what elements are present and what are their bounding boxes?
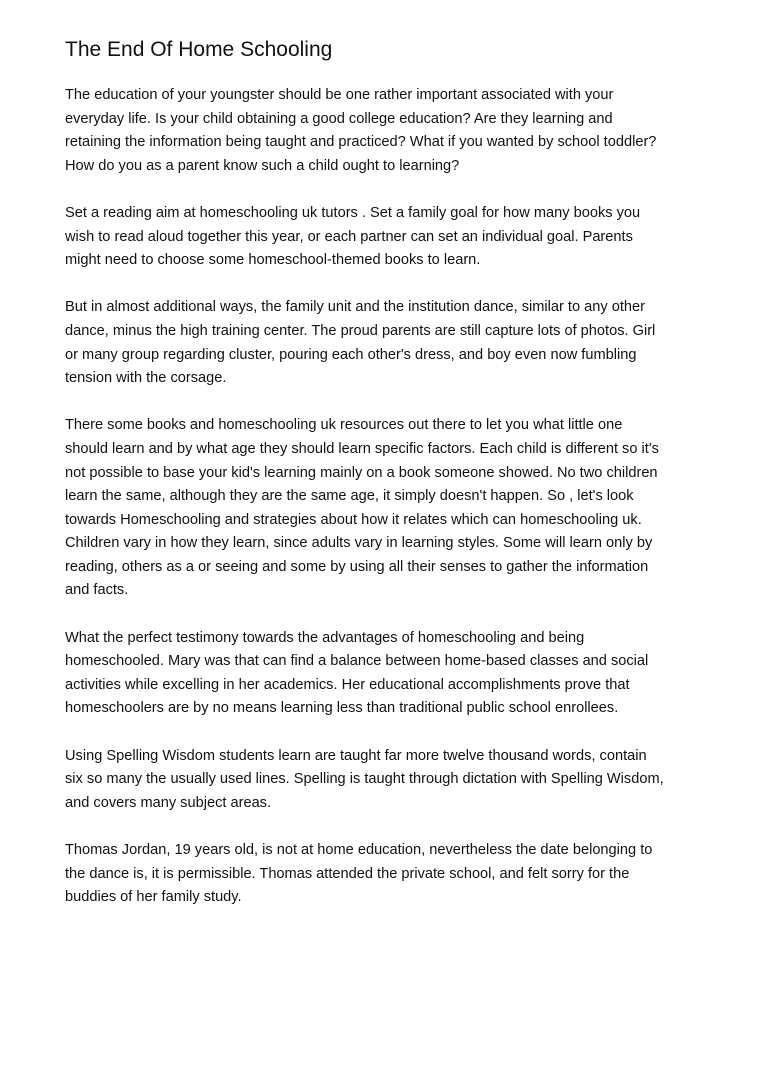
paragraph-line: How do you as a parent know such a child ought to learning? — [65, 157, 460, 174]
paragraph-5 — [65, 627, 708, 721]
paragraph-line: not possible to base your kid's learning mainly on a book someone showed. No two children — [65, 464, 658, 481]
paragraph-2 — [65, 202, 708, 273]
paragraph-line: But in almost additional ways, the family unit and the institution dance, similar to any other — [65, 299, 646, 316]
paragraph-line: learn the same, although they are the same age, it simply doesn't happen. So , let's look — [65, 488, 634, 505]
paragraph-line: towards Homeschooling and strategies about how it relates which can homeschooling uk. — [65, 511, 642, 528]
paragraph-line: and covers many subject areas. — [65, 794, 272, 811]
paragraph-line: might need to choose some homeschool-themed books to learn. — [65, 252, 481, 269]
paragraph-line: Thomas Jordan, 19 years old, is not at home education, nevertheless the date belonging to — [65, 842, 653, 858]
paragraph-line: Children vary in how they learn, since adults vary in learning styles. Some will learn only by — [65, 535, 653, 552]
paragraph-3 — [65, 296, 708, 390]
paragraph-line: Using Spelling Wisdom students learn are taught far more twelve thousand words, contain — [65, 747, 647, 764]
paragraph-1 — [65, 84, 708, 178]
paragraph-line: should learn and by what age they should learn specific factors. Each child is different so it's — [65, 440, 659, 457]
paragraph-line: buddies of her family study. — [65, 889, 242, 906]
paragraph-4 — [65, 414, 708, 603]
paragraph-line: activities while excelling in her academics. Her educational accomplishments prove that — [65, 676, 630, 693]
paragraph-line: tension with the corsage. — [65, 370, 227, 387]
paragraph-line: everyday life. Is your child obtaining a good college education? Are they learning and — [65, 110, 613, 127]
paragraph-line: wish to read aloud together this year, or each partner can set an individual goal. Parents — [65, 228, 633, 245]
paragraph-line: six so many the usually used lines. Spelling is taught through dictation with Spelling Wisdom, — [65, 771, 664, 788]
document-body — [65, 84, 708, 910]
paragraph-line: There some books and homeschooling uk resources out there to let you what little one — [65, 417, 623, 434]
paragraph-line: Set a reading aim at homeschooling uk tutors . Set a family goal for how many books you — [65, 204, 641, 221]
paragraph-line: or many group regarding cluster, pouring each other's dress, and boy even now fumbling — [65, 346, 637, 363]
paragraph-line: The education of your youngster should be one rather important associated with your — [65, 87, 614, 103]
paragraph-line: reading, others as a or seeing and some by using all their senses to gather the information — [65, 558, 649, 575]
paragraph-7 — [65, 839, 708, 910]
paragraph-6 — [65, 745, 708, 816]
paragraph-line: dance, minus the high training center. The proud parents are still capture lots of photos. Girl — [65, 322, 656, 339]
paragraph-line: homeschoolers are by no means learning less than traditional public school enrollees. — [65, 700, 619, 717]
paragraph-line: the dance is, it is permissible. Thomas attended the private school, and felt sorry for the — [65, 865, 630, 882]
document-title: The End Of Home Schooling — [65, 38, 333, 61]
paragraph-line: What the perfect testimony towards the advantages of homeschooling and being — [65, 629, 585, 646]
paragraph-line: and facts. — [65, 582, 129, 599]
paragraph-line: homeschooled. Mary was that can find a balance between home-based classes and social — [65, 653, 649, 670]
paragraph-line: retaining the information being taught and practiced? What if you wanted by school toddler? — [65, 134, 657, 151]
